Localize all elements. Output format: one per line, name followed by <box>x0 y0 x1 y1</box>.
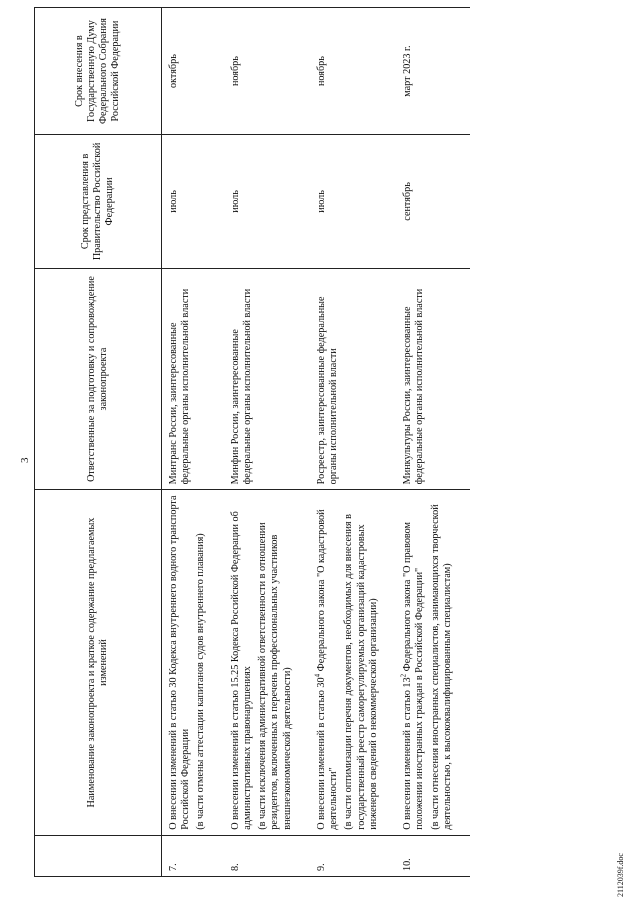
bill-title <box>399 495 426 830</box>
submit-government-date: июль <box>224 135 310 269</box>
bill-title-start: О внесении изменений в статью 13 <box>402 677 414 830</box>
bill-note: (в части отнесения иностранных специалистов, занимающихся творческой деятельностью, к высококвалифицированным специалистам) <box>429 504 453 830</box>
bill-title: О внесении изменений в статью 15.25 Кодекса Российской Федерации об административных правонарушениях <box>229 511 253 830</box>
header-submit-duma: Срок внесения в Государственную Думу Федерального Собрания Российской Федерации <box>35 8 162 135</box>
submit-government-date: июль <box>310 135 396 269</box>
responsible-bodies: Минкультуры России, заинтересованные федеральные органы исполнительной власти <box>396 268 470 490</box>
submit-government-date: июль <box>162 135 224 269</box>
bill-note: (в части отмены аттестации капитанов судов внутреннего плавания) <box>195 533 207 830</box>
table-row <box>162 8 224 877</box>
table-row <box>396 8 470 877</box>
document-footer-code: 2112039f.doc <box>616 853 625 897</box>
submit-duma-date: март 2023 г. <box>396 8 470 135</box>
row-number: 9. <box>310 835 396 876</box>
submit-government-date: сентябрь <box>396 135 470 269</box>
table-row <box>310 8 396 877</box>
submit-duma-date: октябрь <box>162 8 224 135</box>
article-superscript: 4 <box>313 673 322 678</box>
submit-duma-date: ноябрь <box>310 8 396 135</box>
bill-title <box>313 495 340 830</box>
responsible-bodies: Минфин России, заинтересованные федеральные органы исполнительной власти <box>224 268 310 490</box>
responsible-bodies: Росреестр, заинтересованные федеральные органы исполнительной власти <box>310 268 396 490</box>
submit-duma-date: ноябрь <box>224 8 310 135</box>
header-name: Наименование законопроекта и краткое содержание предлагаемых изменений <box>35 490 162 835</box>
bill-title-start: О внесении изменений в статью 30 <box>315 677 327 830</box>
bill-title-end: Федерального закона "О кадастровой деятельности" <box>315 509 340 830</box>
row-number: 7. <box>162 835 224 876</box>
header-responsible: Ответственные за подготовку и сопровождение законопроекта <box>35 268 162 490</box>
legislative-plan-table <box>34 7 470 877</box>
bill-note: (в части исключения административной ответственности в отношении резидентов, включенных в перечень профессиональных участников внешнеэкономической деятельности) <box>257 522 293 830</box>
page-number: 3 <box>19 457 31 463</box>
bill-title-end: Федерального закона "О правовом положении иностранных граждан в Российской Федерации" <box>402 521 426 830</box>
bill-description <box>224 490 310 835</box>
table-header-row <box>35 8 162 877</box>
bill-title: О внесении изменений в статью 30 Кодекса внутреннего водного транспорта Российской Федерации <box>168 495 192 830</box>
table-row <box>224 8 310 877</box>
header-submit-government: Срок представления в Правительство Российской Федерации <box>35 135 162 269</box>
bill-note: (в части оптимизации перечня документов, необходимых для внесения в государственный реестр саморегулируемых организаций кадастровых инженеров сведений о некоммерческой организации) <box>343 514 379 830</box>
header-number <box>35 835 162 876</box>
row-number: 8. <box>224 835 310 876</box>
responsible-bodies: Минтранс России, заинтересованные федеральные органы исполнительной власти <box>162 268 224 490</box>
article-superscript: 2 <box>399 673 408 678</box>
bill-description <box>396 490 470 835</box>
bill-description <box>310 490 396 835</box>
bill-description <box>162 490 224 835</box>
row-number: 10. <box>396 835 470 876</box>
